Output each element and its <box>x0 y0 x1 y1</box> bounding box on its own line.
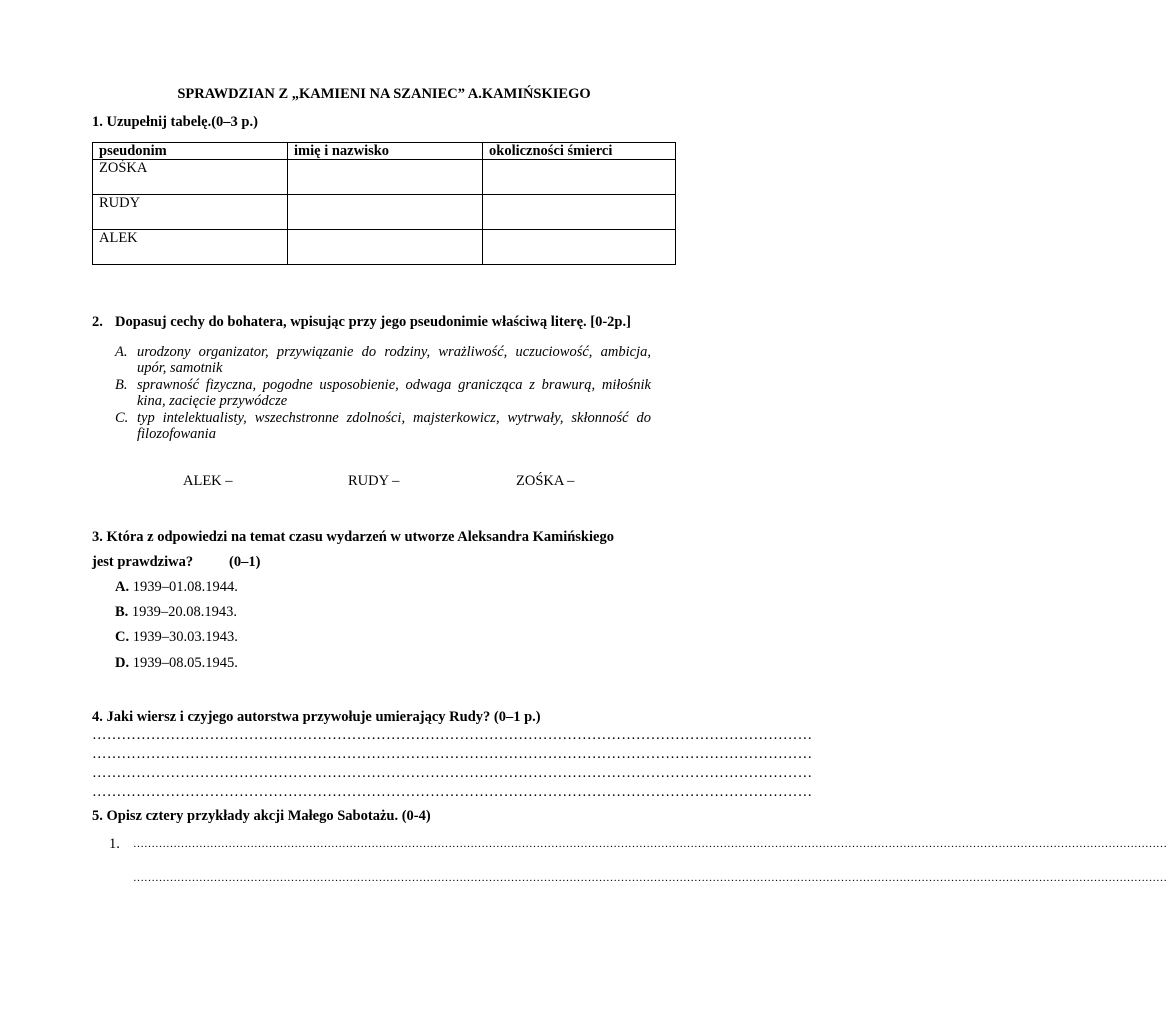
question-3-line-2: jest prawdziwa? <box>92 554 194 570</box>
answer-text: 1939–08.05.1945. <box>132 655 238 671</box>
answer-letter: A. <box>115 579 130 595</box>
option-letter: B. <box>115 377 128 393</box>
table-cell-pseudonim: ZOŚKA <box>93 160 288 195</box>
fill-rudy[interactable]: RUDY – <box>348 473 400 489</box>
answer-letter: B. <box>115 604 129 620</box>
item-number: 1. <box>109 836 120 852</box>
answer-text: 1939–30.03.1943. <box>132 629 238 645</box>
table-cell-name[interactable] <box>288 230 483 265</box>
option-text: typ intelektualisty, wszechstronne zdolności, majsterkowicz, wytrwały, skłonność do filozofowania <box>137 410 651 442</box>
table-row <box>93 230 676 265</box>
table-header-cell: okoliczności śmierci <box>483 143 676 160</box>
table-cell-name[interactable] <box>288 195 483 230</box>
answer-d[interactable] <box>115 655 238 672</box>
table-header-row <box>93 143 676 160</box>
table-cell-name[interactable] <box>288 160 483 195</box>
page-title: SPRAWDZIAN Z „KAMIENI NA SZANIEC” A.KAMIŃSKIEGO <box>177 86 591 102</box>
table-row <box>93 195 676 230</box>
answer-line[interactable]: ………………………………………………………………………………………………………………………………………………………………………………………………………………………………………………………… <box>133 872 1167 884</box>
question-1: 1. Uzupełnij tabelę.(0–3 p.) <box>92 114 258 130</box>
answer-text: 1939–01.08.1944. <box>132 579 238 595</box>
answer-c[interactable] <box>115 629 238 646</box>
table-row <box>93 160 676 195</box>
option-c <box>115 410 675 442</box>
option-text: urodzony organizator, przywiązanie do rodziny, wrażliwość, uczuciowość, ambicja, upór, samotnik <box>137 344 651 376</box>
answer-b[interactable] <box>115 604 237 621</box>
answer-letter: D. <box>115 655 130 671</box>
option-letter: A. <box>115 344 128 360</box>
answer-line[interactable]: ………………………………………………………………………………………………………………………………… <box>92 746 813 762</box>
question-3-line-1: 3. Która z odpowiedzi na temat czasu wydarzeń w utworze Aleksandra Kamińskiego <box>92 529 614 545</box>
question-4: 4. Jaki wiersz i czyjego autorstwa przywołuje umierający Rudy? (0–1 p.) <box>92 709 541 725</box>
answer-line[interactable]: ………………………………………………………………………………………………………………………………… <box>92 727 813 743</box>
table-header-cell: imię i nazwisko <box>288 143 483 160</box>
answer-text: 1939–20.08.1943. <box>131 604 238 620</box>
answer-line[interactable]: ………………………………………………………………………………………………………………………………………………………………………………………………………………………………………………………… <box>133 838 1167 850</box>
question-5: 5. Opisz cztery przykłady akcji Małego Sabotażu. (0-4) <box>92 808 431 824</box>
question-2-number: 2. <box>92 314 103 330</box>
option-b <box>115 377 675 409</box>
fill-alek[interactable]: ALEK – <box>183 473 233 489</box>
answer-a[interactable] <box>115 579 238 596</box>
answer-letter: C. <box>115 629 130 645</box>
table-cell-death[interactable] <box>483 160 676 195</box>
question-2: Dopasuj cechy do bohatera, wpisując przy jego pseudonimie właściwą literę. [0-2p.] <box>115 314 631 330</box>
table-cell-death[interactable] <box>483 195 676 230</box>
option-a <box>115 344 675 376</box>
answer-line[interactable]: ………………………………………………………………………………………………………………………………… <box>92 784 813 800</box>
characters-table <box>92 142 676 265</box>
option-text: sprawność fizyczna, pogodne usposobienie, odwaga granicząca z brawurą, miłośnik kina, zacięcie przywódcze <box>137 377 651 409</box>
table-header-cell: pseudonim <box>93 143 288 160</box>
table-cell-death[interactable] <box>483 230 676 265</box>
question-3-points: (0–1) <box>229 554 261 570</box>
table-cell-pseudonim: RUDY <box>93 195 288 230</box>
fill-zoska[interactable]: ZOŚKA – <box>516 473 575 489</box>
answer-line[interactable]: ………………………………………………………………………………………………………………………………… <box>92 765 813 781</box>
option-letter: C. <box>115 410 129 426</box>
table-cell-pseudonim: ALEK <box>93 230 288 265</box>
